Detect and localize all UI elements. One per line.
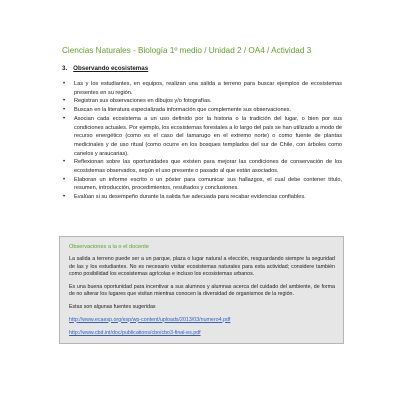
section-title-text: Observando ecosistemas [73,65,149,72]
teacher-notes-paragraph: La salida a terreno puede ser a un parque, plaza o lugar natural a elección, resguardando siempre la seguridad de las y los estudiantes. No es necesario visitar ecosistemas naturales para esta actividad; considere también como posibilidad los ecosistemas agrícolas e incluso los ecosistemas urbanos. [69,256,335,278]
list-item-text: Buscan en la literatura especializada información que complemente sus observaciones. [74,107,292,114]
activity-list [62,80,342,202]
list-item [62,176,342,193]
bullet-icon: • [63,98,66,105]
list-item [62,158,342,175]
page-header-breadcrumb: Ciencias Naturales - Biología 1º medio / Unidad 2 / OA4 / Actividad 3 [62,46,312,55]
list-item [62,80,342,97]
list-item-text: Las y los estudiantes, en equipos, realizan una salida a terreno para buscar ejemplos de ecosistemas presentes en su región. [74,81,342,96]
section-number: 3. [62,65,68,72]
section-title [62,65,148,72]
list-item [62,97,342,106]
list-item-text: Elaboran un informe escrito o un póster para comunicar sus hallazgos, el cual debe contener título, resumen, introducción, procedimientos, resultados y conclusiones. [74,176,342,192]
bullet-icon: • [63,115,66,122]
bullet-icon: • [63,176,66,183]
list-item [62,106,342,115]
source-link[interactable]: http://www.ecaesp.org/esp/wp-content/uploads/2013/03/numero4.pdf [69,316,231,323]
bullet-icon: • [63,107,66,114]
list-item [62,115,342,159]
teacher-notes-box [59,236,344,344]
teacher-notes-paragraph: Es una buena oportunidad para incentivar a sus alumnos y alumnas acerca del cuidado del ambiente, de forma de no alterar los lugares que visitan mientras conocen la diversidad de organismos de la región. [69,283,335,298]
bullet-icon: • [63,81,66,87]
list-item-text: Reflexionan sobre las oportunidades que existen para mejorar las condiciones de conservación de los ecosistemas observados, según el uso presente o pasado al que están asociados. [74,159,342,175]
list-item-text: Evalúan si su desempeño durante la salida fue adecuada para recabar evidencias confiables. [74,194,306,201]
bullet-icon: • [63,159,66,166]
list-item-text: Registran sus observaciones en dibujos y/o fotografías. [74,98,212,105]
list-item-text: Asocian cada ecosistema a un uso definido por la historia o la tradición del lugar, o bien por sus condiciones actuales. Por ejemplo, los ecosistemas forestales a lo largo del país se han utilizado a modo de recurso energético (como es el caso del tamarugo en el extremo norte) o como fuente de plantas medicinales y de uso ritual (como ocurre en los bosques templados del sur de Chile, con árboles como canelos y araucarias). [74,115,342,157]
teacher-notes-title: Observaciones a la o el docente [69,244,149,250]
list-item [62,193,342,202]
sources-intro: Estas son algunas fuentes sugeridas [69,303,156,310]
bullet-icon: • [63,194,66,201]
source-link[interactable]: http://www.cbd.int/doc/publications/cbo/cbo3-final-es.pdf [69,330,201,337]
